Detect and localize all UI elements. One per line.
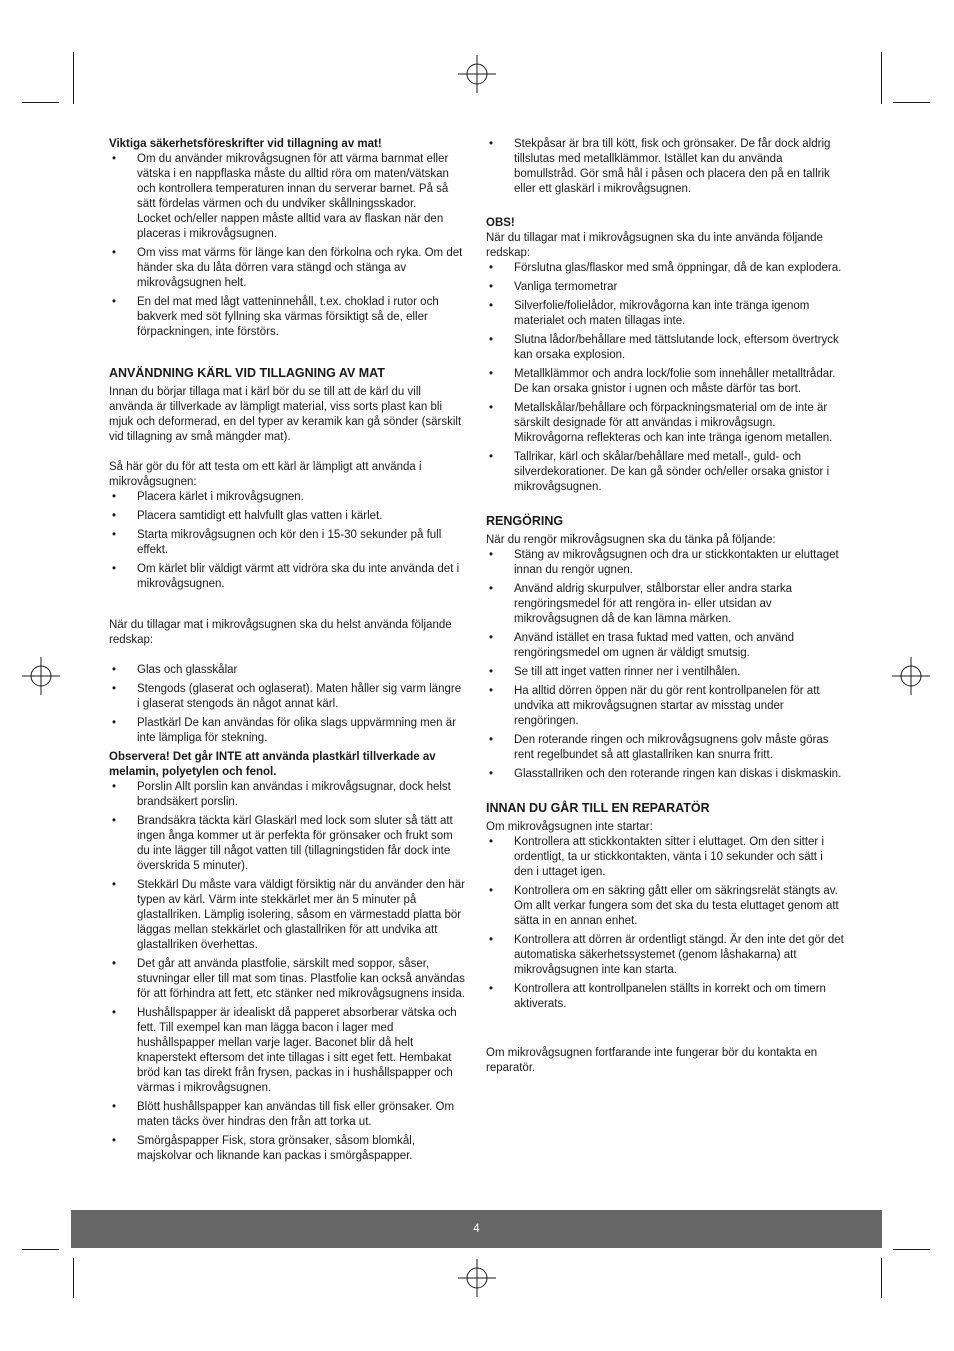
- list-item: • Vanliga termometrar: [486, 280, 844, 295]
- registration-mark-icon: [458, 1259, 496, 1297]
- list-item: • Det går att använda plastfolie, särskilt med soppor, såser, stuvningar eller till mat som tinas. Plastfolie kan också användas för att förhindra att fett, etc stänker ned mikrovågsugnens insida.: [109, 957, 466, 1002]
- list-item: • Placera samtidigt ett halvfullt glas vatten i kärlet.: [109, 509, 466, 524]
- list-item: • Den roterande ringen och mikrovågsugnens golv måste göras rent regelbundet så att glastallriken kan snurra fritt.: [486, 733, 844, 763]
- list-item: • Brandsäkra täckta kärl Glaskärl med lock som sluter så tätt att ingen ånga kommer ut är perfekta för grönsaker och frukt som du inte lägger till något vatten till (tillagningstiden får dock inte överskrida 5 minuter).: [109, 814, 466, 874]
- list-item-text: Om du använder mikrovågsugnen för att värma barnmat eller vätska i en nappflaska måste du alltid röra om maten/vätskan och kontrollera temperaturen innan du serverar barnet. På så sätt fördelas värmen och du undviker skållningsskador.: [137, 153, 449, 210]
- registration-mark-icon: [22, 657, 60, 695]
- list-item-text: Locket och/eller nappen måste alltid vara av flaskan när den placeras i mikrovågsugnen.: [137, 213, 444, 240]
- left-column: [109, 137, 466, 1168]
- list-item: • Starta mikrovågsugnen och kör den i 15-30 sekunder på full effekt.: [109, 528, 466, 558]
- cleaning-list: [486, 548, 844, 782]
- registration-mark-icon: [458, 55, 496, 93]
- list-item: • Använd aldrig skurpulver, stålborstar eller andra starka rengöringsmedel för att rengöra in- eller utsidan av mikrovågsugnen då de kan lämna märken.: [486, 582, 844, 627]
- list-item: • Blött hushållspapper kan användas till fisk eller grönsaker. Om maten täcks över hindras den från att torka ut.: [109, 1100, 466, 1130]
- list-item: • Stekpåsar är bra till kött, fisk och grönsaker. De får dock aldrig tillslutas med metallklämmor. Istället kan du använda bomullstråd. Gör små hål i påsen och placera den på en tallrik eller ett glaskärl i mikrovågsugnen.: [486, 137, 844, 197]
- section-heading-cleaning: RENGÖRING: [486, 514, 564, 528]
- registration-mark-icon: [892, 657, 930, 695]
- observe-note: Observera! Det går INTE att använda plastkärl tillverkade av melamin, polyetylen och fenol.: [109, 751, 436, 778]
- list-item: • Stäng av mikrovågsugnen och dra ur stickkontakten ur eluttaget innan du rengör ugnen.: [486, 548, 844, 578]
- list-item: • Smörgåspapper Fisk, stora grönsaker, såsom blomkål, majskolvar och liknande kan packas i smörgåspapper.: [109, 1134, 466, 1164]
- list-item: • Glasstallriken och den roterande ringen kan diskas i diskmaskin.: [486, 767, 844, 782]
- list-item: • Plastkärl De kan användas för olika slags uppvärmning men är inte lämpliga för stekning.: [109, 716, 466, 746]
- list-item: • Om viss mat värms för länge kan den förkolna och ryka. Om det händer ska du låta dörren vara stängd och stänga av mikrovågsugnen helt.: [109, 246, 466, 291]
- section-heading-repair: INNAN DU GÅR TILL EN REPARATÖR: [486, 801, 710, 815]
- footer-bar: [71, 1210, 882, 1248]
- list-item: • Tallrikar, kärl och skålar/behållare med metall-, guld- och silverdekorationer. De kan gå sönder och/eller orsaka gnistor i mikrovågsugnen.: [486, 450, 844, 495]
- obs-heading: OBS!: [486, 217, 515, 229]
- repair-list: [486, 835, 844, 1012]
- list-item: • Kontrollera att dörren är ordentligt stängd. Är den inte det gör det automatiska säkerhetssystemet (genom låshakarna) att mikrovågsugnen inte kan starta.: [486, 933, 844, 978]
- roast-list: [486, 137, 844, 197]
- utensils-intro: När du tillagar mat i mikrovågsugnen ska du helst använda följande redskap:: [109, 619, 452, 646]
- list-item: • Silverfolie/folielådor, mikrovågorna kan inte tränga igenom materialet och maten tillagas inte.: [486, 299, 844, 329]
- list-item: • Ha alltid dörren öppen när du gör rent kontrollpanelen för att undvika att mikrovågsugnen startar av misstag under rengöringen.: [486, 684, 844, 729]
- list-item: • Hushållspapper är idealiskt då papperet absorberar vätska och fett. Till exempel kan man lägga bacon i lager med hushållspapper mellan varje lager. Baconet blir då helt knaperstekt eftersom det inte tillagas i sitt eget fett. Hembakat bröd kan tas direkt från frysen, packas in i hushållspapper och värmas i mikrovågsugnen.: [109, 1006, 466, 1096]
- list-item: • Metallklämmor och andra lock/folie som innehåller metalltrådar. De kan orsaka gnistor i ugnen och måste därför tas bort.: [486, 367, 844, 397]
- list-item: • En del mat med lågt vatteninnehåll, t.ex. choklad i rutor och bakverk med söt fyllning ska värmas försiktigt så de, eller förpackningen, inte förstörs.: [109, 295, 466, 340]
- utensils-list-b: [109, 780, 466, 1164]
- list-item: • Kontrollera att kontrollpanelen ställts in korrekt och om timern aktiverats.: [486, 982, 844, 1012]
- cleaning-intro: När du rengör mikrovågsugnen ska du tänka på följande:: [486, 534, 776, 546]
- list-item: • Glas och glasskålar: [109, 663, 466, 678]
- list-item: • Använd istället en trasa fuktad med vatten, och använd rengöringsmedel om ugnen är väldigt smutsig.: [486, 631, 844, 661]
- safety-heading: Viktiga säkerhetsföreskrifter vid tillagning av mat!: [109, 138, 382, 150]
- list-item: • Placera kärlet i mikrovågsugnen.: [109, 490, 466, 505]
- repair-intro: Om mikrovågsugnen inte startar:: [486, 821, 653, 833]
- list-item: • Stengods (glaserat och oglaserat). Maten håller sig varm längre i glaserat stengods än något annat kärl.: [109, 682, 466, 712]
- repair-outro: Om mikrovågsugnen fortfarande inte fungerar bör du kontakta en reparatör.: [486, 1047, 818, 1074]
- obs-list: [486, 261, 844, 495]
- list-item: • Om kärlet blir väldigt värmt att vidröra ska du inte använda det i mikrovågsugnen.: [109, 562, 466, 592]
- list-item: • Porslin Allt porslin kan användas i mikrovågsugnar, dock helst brandsäkert porslin.: [109, 780, 466, 810]
- list-item: • Metallskålar/behållare och förpackningsmaterial om de inte är särskilt designade för att användas i mikrovågsugn. Mikrovågorna reflekteras och kan inte tränga igenom metallen.: [486, 401, 844, 446]
- list-item: • Slutna lådor/behållare med tättslutande lock, eftersom övertryck kan orsaka explosion.: [486, 333, 844, 363]
- test-list: [109, 490, 466, 592]
- list-item: • Kontrollera om en säkring gått eller om säkringsrelät stängts av. Om allt verkar fungera som det ska du testa eluttaget genom att sätta in en annan enhet.: [486, 884, 844, 929]
- list-item: • Se till att inget vatten rinner ner i ventilhålen.: [486, 665, 844, 680]
- section-heading-usage: ANVÄNDNING KÄRL VID TILLAGNING AV MAT: [109, 366, 385, 380]
- list-item: • Stekkärl Du måste vara väldigt försiktig när du använder den här typen av kärl. Värm inte stekkärlet mer än 5 minuter på glastallriken. Lämplig isolering, såsom en värmestadd platta bör läggas mellan stekkärlet och glastallriken för att undvika att glastallriken överhettas.: [109, 878, 466, 953]
- list-item: • Kontrollera att stickkontakten sitter i eluttaget. Om den sitter i ordentligt, ta ur stickkontakten, vänta i 10 sekunder och sätt i den i uttaget igen.: [486, 835, 844, 880]
- safety-list: [109, 152, 466, 340]
- list-item: [109, 152, 466, 242]
- page-number: 4: [473, 1223, 480, 1235]
- test-intro: Så här gör du för att testa om ett kärl är lämpligt att använda i mikrovågsugnen:: [109, 461, 422, 488]
- usage-intro: Innan du börjar tillaga mat i kärl bör du se till att de kärl du vill använda är tillverkade av lämpligt material, viss sorts plast kan bli mjuk och deformerad, en del typer av keramik kan gå sönder (särskilt vid tillagning av små mängder mat).: [109, 386, 462, 443]
- obs-intro: När du tillagar mat i mikrovågsugnen ska du inte använda följande redskap:: [486, 232, 823, 259]
- utensils-list: [109, 663, 466, 746]
- list-item: • Förslutna glas/flaskor med små öppningar, då de kan explodera.: [486, 261, 844, 276]
- right-column: [486, 137, 844, 1076]
